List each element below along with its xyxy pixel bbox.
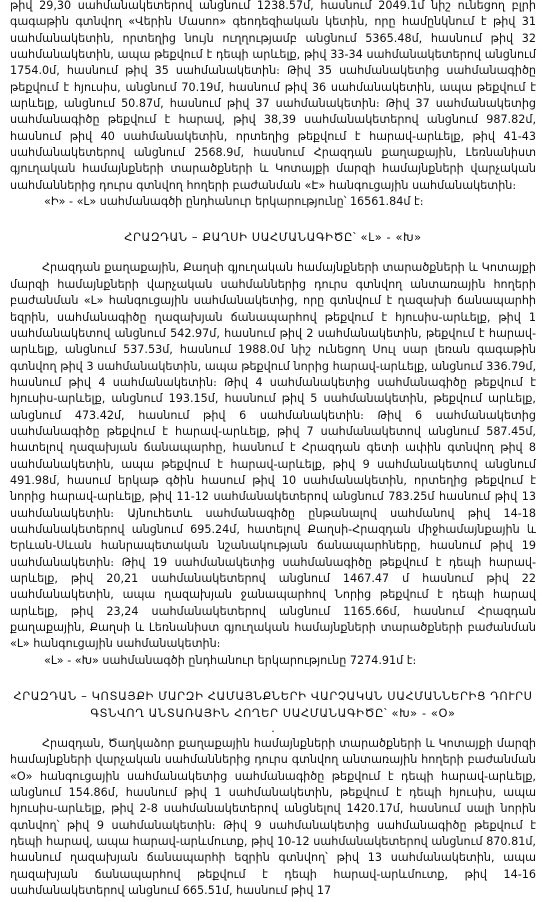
spacer: [10, 210, 536, 229]
section-heading-line-1: ՀՐԱԶԴԱՆ – ԿՈՏԱՅՔԻ ՄԱՐԶԻ ՀԱՄԱՅՆՔՆԵՐԻ ՎԱՐՉԱԿԱՆ ՍԱՀՄԱՆՆԵՐԻՑ ԴՈՒՐՍ: [13, 689, 533, 704]
section-heading: ՀՐԱԶԴԱՆ – ՔԱՂՍԻ ՍԱՀՄԱՆԱԳԻԾԸ՝ «Լ» - «Խ»: [124, 230, 422, 245]
segment-total-length: «Ի» - «Լ» սահմանագծի ընդհանուր երկարությունը՝ 16561.84մ է։: [44, 195, 424, 209]
body-paragraph: թիվ 29,30 սահմանակետերով անցնում 1238.57մ, հասնում 2049.1մ նիշ ունեցող բլրի գագաթին գտնվող «Վերին Մասոո» գեոդեզիական կետին, որը համընկնում է թիվ 31 սահմանակետին, որտեղից նույն ուղղությամբ անցնում 5365.48մ, հասնում թիվ 32 սահմանակետին, ապա թեքվում է դեպի արևելք, թիվ 33-34 սահմանակետերով անցնում 1754.0մ, հասնում թիվ 35 սահմանակետին։ Թիվ 35 սահմանակետից սահմանագիծը թեքվում է հյուսիս, անցնում 70.19մ, հասնում թիվ 36 սահմանակետին, ապա թեքվում է արևելք, անցնում 50.87մ, հասնում թիվ 37 սահմանակետին։ Թիվ 37 սահմանակետից սահմանագիծը թեքվում է հարավ, թիվ 38,39 սահմանակետերով անցնում 987.82մ, հասնում թիվ 40 սահմանակետին, որտեղից թեքվում է հարավ-արևելք, թիվ 41-43 սահմանակետերով անցնում 2568.9մ, հասնում Հրազդան քաղաքային, Լեռնանիստ գյուղական համայնքների տարածքների և Կոտայքի մարզի համայնքների վարչական սահմաններից դուրս գտնվող հողերի բաժանման «Է» հանգուցային սահմանակետին։: [10, 0, 536, 192]
spacer: [10, 246, 536, 260]
dot-mark: ·: [271, 725, 275, 739]
segment-total-length: «Լ» - «Խ» սահմանագծի ընդհանուր երկարությունը 7274.91մ է։: [44, 653, 417, 667]
section-heading-line-2: ԳՏՆՎՈՂ ԱՆՏԱՌԱՅԻՆ ՀՈՂԵՐ ՍԱՀՄԱՆԱԳԻԾԸ՝ «Խ» - «Օ»: [90, 706, 456, 721]
spacer: [10, 669, 536, 688]
body-paragraph: Հրազդան, Ծաղկաձոր քաղաքային համայնքների տարածքների և Կոտայքի մարզի համայնքների վարչական սահմաններից դուրս գտնվող անտառային հողերի բաժանման «Օ» հանգուցային սահմանակետից սահմանագիծը թեքվում է դեպի հարավ-արևելք, անցնում 154.86մ, հասնում թիվ 1 սահմանակետին, թեքվում է դեպի հյուսիս, ապա հյուսիս-արևելք, թիվ 2-8 սահմանակետերով անցնելով 1420.17մ, հասնում սալի նորին գտնվող՝ թիվ 9 սահմանակետին։ Թիվ 9 սահմանակետից սահմանագիծը թեքվում է դեպի հարավ, ապա հարավ-արևմուտք, թիվ 10-12 սահմանակետերով անցնում 870.81մ, հասնում ղազախյան ճանապարհի եզրին գտնվող՝ թիվ 13 սահմանակետին, ապա ղազախյան ճանապարհով թեքվում է դեպի հարավ-արևմուտք, թիվ 14-16 սահմանակետերով անցնում 665.51մ, հասնում թիվ 17: [10, 737, 536, 898]
body-paragraph: Հրազդան քաղաքային, Քաղսի գյուղական համայնքների տարածքների և Կոտայքի մարզի համայնքների վարչական սահմաններից դուրս գտնվող անտառային հողերի բաժանման «Լ» հանգուցային սահմանակետից, որը գտնվում է ղազախի ճանապարհի եզրին, սահմանագիծը ղազախյան ճանապարհով թեքվում է հյուսիս-արևելք, թիվ 1 սահմանակետով անցնում 542.97մ, հասնում թիվ 2 սահմանակետին, թեքվում է հարավ-արևելք, անցնում 537.53մ, հասնում 1988.0մ նիշ ունեցող Սուլ սար լեռան գագաթին գտնվող թիվ 3 սահմանակետին, ապա թեքվում նորից հարավ-արևելք, անցնում 336.79մ, հասնում թիվ 4 սահմանակետին։ Թիվ 4 սահմանակետից սահմանագիծը թեքվում է հյուսիս-արևելք, անցնում 193.15մ, հասնում թիվ 5 սահմանակետին, թեքվում արևելք, անցնում 473.42մ, հասնում թիվ 6 սահմանակետին։ Թիվ 6 սահմանակետից սահմանագիծը թեքվում է հարավ-արևելք, թիվ 7 սահմանակետով անցնում 587.45մ, հատելով ղազախյան ճանապարհը, հասնում է Հրազդան գետի ափին գտնվող թիվ 8 սահմանակետին, ապա թեքվում է հարավ-արևելք, թիվ 9 սահմանակետով անցնում 491.98մ, հասում երկաթ գծին հասում թիվ 10 սահմանակետին, որտեղից թեքվում է նորից հարավ-արևելք, թիվ 11-12 սահմանակետերով անցնում 783.25մ հասնում թիվ 13 սահմանակետին։ Այնուհետև սահմանագիծը ընթանալով սահմանով թիվ 14-18 սահմանակետերով անցնում 695.24մ, հատելով Քաղսի-Հրազդան միջհամայնքային և Երևան-Սևան հանրապետական նշանակության ճանապարհները, հասնում թիվ 19 սահմանակետին։ Թիվ 19 սահմանակետից սահմանագիծը թեքվում է դեպի հարավ-արևելք, թիվ 20,21 սահմանակետերով անցնում 1467.47 մ հասնում թիվ 22 սահմանակետին, ապա ղազախյան ջանապարհով Նորից թեքվում է դեպի հարավ արևելք, թիվ 23,24 սահմանակետերով անցնում 1165.66մ, հասնում Հրազդան քաղաքային, Քաղսի և Լեռնանիստ գյուղական համայնքների տարածքների բաժանման «Լ» հանգուցային սահմանակետին։: [10, 261, 536, 651]
